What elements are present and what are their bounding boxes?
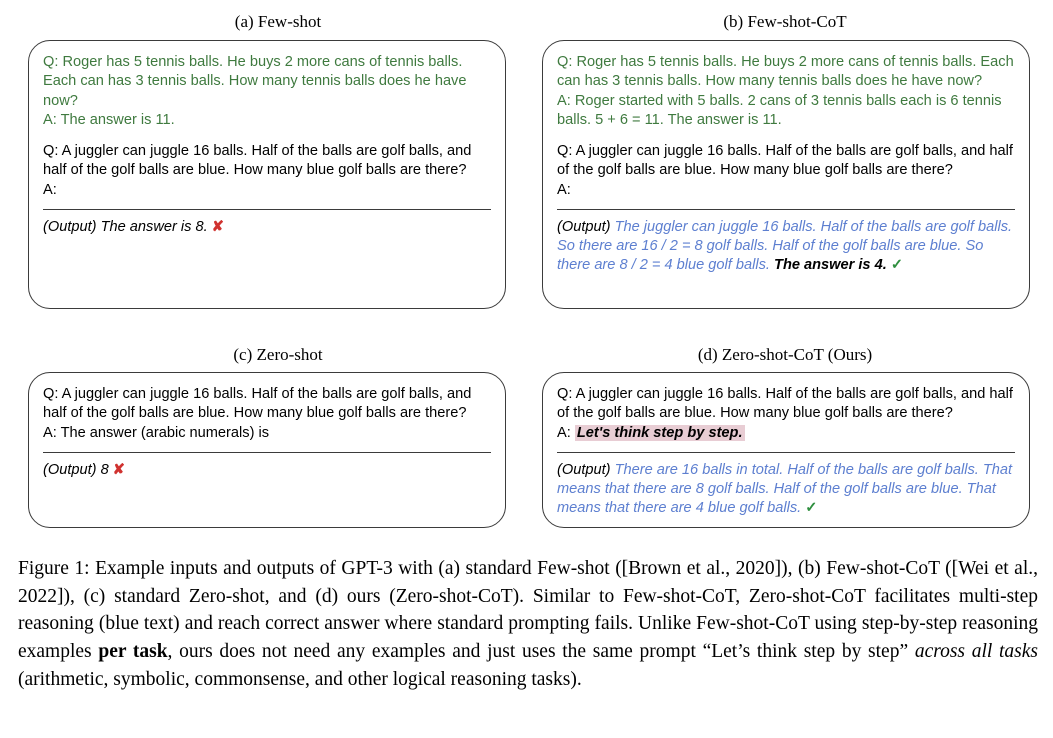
panel-d-title: (d) Zero-shot-CoT (Ours) [697,345,873,364]
output-tag: (Output) [557,461,611,478]
output-answer: The answer is 4. [774,257,887,274]
panel-d-query [557,385,1015,443]
panel-c-divider [43,452,491,453]
panel-a-output [43,218,491,237]
panel-d-divider [557,452,1015,453]
answer-trigger-highlight: Let's think step by step. [576,424,743,441]
cross-icon: ✘ [211,218,224,235]
query-answer-prefix: A: [557,424,571,441]
output-tag: (Output) [43,218,97,235]
panel-a-exemplar [43,53,491,130]
panel-b-divider [557,209,1015,210]
caption-part-3: (arithmetic, symbolic, commonsense, and other logical reasoning tasks). [18,668,582,690]
panel-c-query [43,385,491,443]
panel-a-box [28,40,506,309]
cross-icon: ✘ [112,461,126,478]
query-question: Q: A juggler can juggle 16 balls. Half of the balls are golf balls, and half of the golf balls are blue. How many blue golf balls are there? [557,143,1013,179]
panel-b-box [542,40,1030,309]
figure-caption [18,555,1038,693]
output-tag: (Output) [43,461,97,478]
exemplar-question: Q: Roger has 5 tennis balls. He buys 2 more cans of tennis balls. Each can has 3 tennis balls. How many tennis balls does he have now? [557,54,1014,90]
panel-b-query [557,142,1015,200]
panel-b-title: (b) Few-shot-CoT [723,12,847,31]
query-answer-line [557,424,1015,443]
panel-a-title: (a) Few-shot [234,12,322,31]
output-reasoning: There are 16 balls in total. Half of the balls are golf balls. That means that there are 8 golf balls. Half of the golf balls are blue. That means that there are 4 blue golf balls. [557,461,1013,517]
panel-a-query [43,142,491,200]
exemplar-answer: A: Roger started with 5 balls. 2 cans of 3 tennis balls each is 6 tennis balls. 5 + 6 = 11. The answer is 11. [557,92,1002,128]
panel-a-divider [43,209,491,210]
check-icon: ✓ [890,257,904,274]
output-tag: (Output) [557,218,611,235]
panel-b-output [557,218,1015,276]
panel-c-box [28,372,506,528]
panel-c-output [43,461,491,480]
panel-d-box [542,372,1030,528]
caption-italic-1: across all tasks [914,641,1039,663]
panel-c-title: (c) Zero-shot [233,345,323,364]
panel-d-output [557,461,1015,519]
query-answer-prompt: A: [557,181,571,198]
output-text: 8 [100,461,109,478]
query-answer-prompt: A: The answer (arabic numerals) is [43,424,270,441]
query-answer-prompt: A: [43,181,57,198]
exemplar-answer: A: The answer is 11. [43,111,175,128]
query-question: Q: A juggler can juggle 16 balls. Half of the balls are golf balls, and half of the golf balls are blue. How many blue golf balls are there? [43,143,472,179]
query-question: Q: A juggler can juggle 16 balls. Half of the balls are golf balls, and half of the golf balls are blue. How many blue golf balls are there? [43,386,472,422]
check-icon: ✓ [805,500,818,517]
panel-b-exemplar [557,53,1015,130]
caption-part-1: Figure 1: Example inputs and outputs of GPT-3 with (a) standard Few-shot ([Brown et al., 2020]), (b) Few-shot-CoT ([Wei et al., 2022]), (c) standard Zero-shot, and (d) ours (Zero-shot-CoT). Similar to Few-shot-CoT, Zero-shot-CoT facilitates multi-step reasoning (blue text) and reach correct answer where standard prompting fails. Unlike Few-shot-CoT using step-by-step reasoning examples [18,558,1038,663]
caption-part-2: , ours does not need any examples and just uses the same prompt “Let’s think step by step” [167,641,915,663]
output-text: The answer is 8. [100,218,208,235]
output-reasoning: The juggler can juggle 16 balls. Half of the balls are golf balls. So there are 16 / 2 = 8 golf balls. Half of the golf balls are blue. So there are 8 / 2 = 4 blue golf balls. [557,218,1013,274]
query-question: Q: A juggler can juggle 16 balls. Half of the balls are golf balls, and half of the golf balls are blue. How many blue golf balls are there? [557,386,1013,422]
caption-bold-1: per task [98,641,168,663]
exemplar-question: Q: Roger has 5 tennis balls. He buys 2 more cans of tennis balls. Each can has 3 tennis balls. How many tennis balls does he have now? [43,54,467,109]
